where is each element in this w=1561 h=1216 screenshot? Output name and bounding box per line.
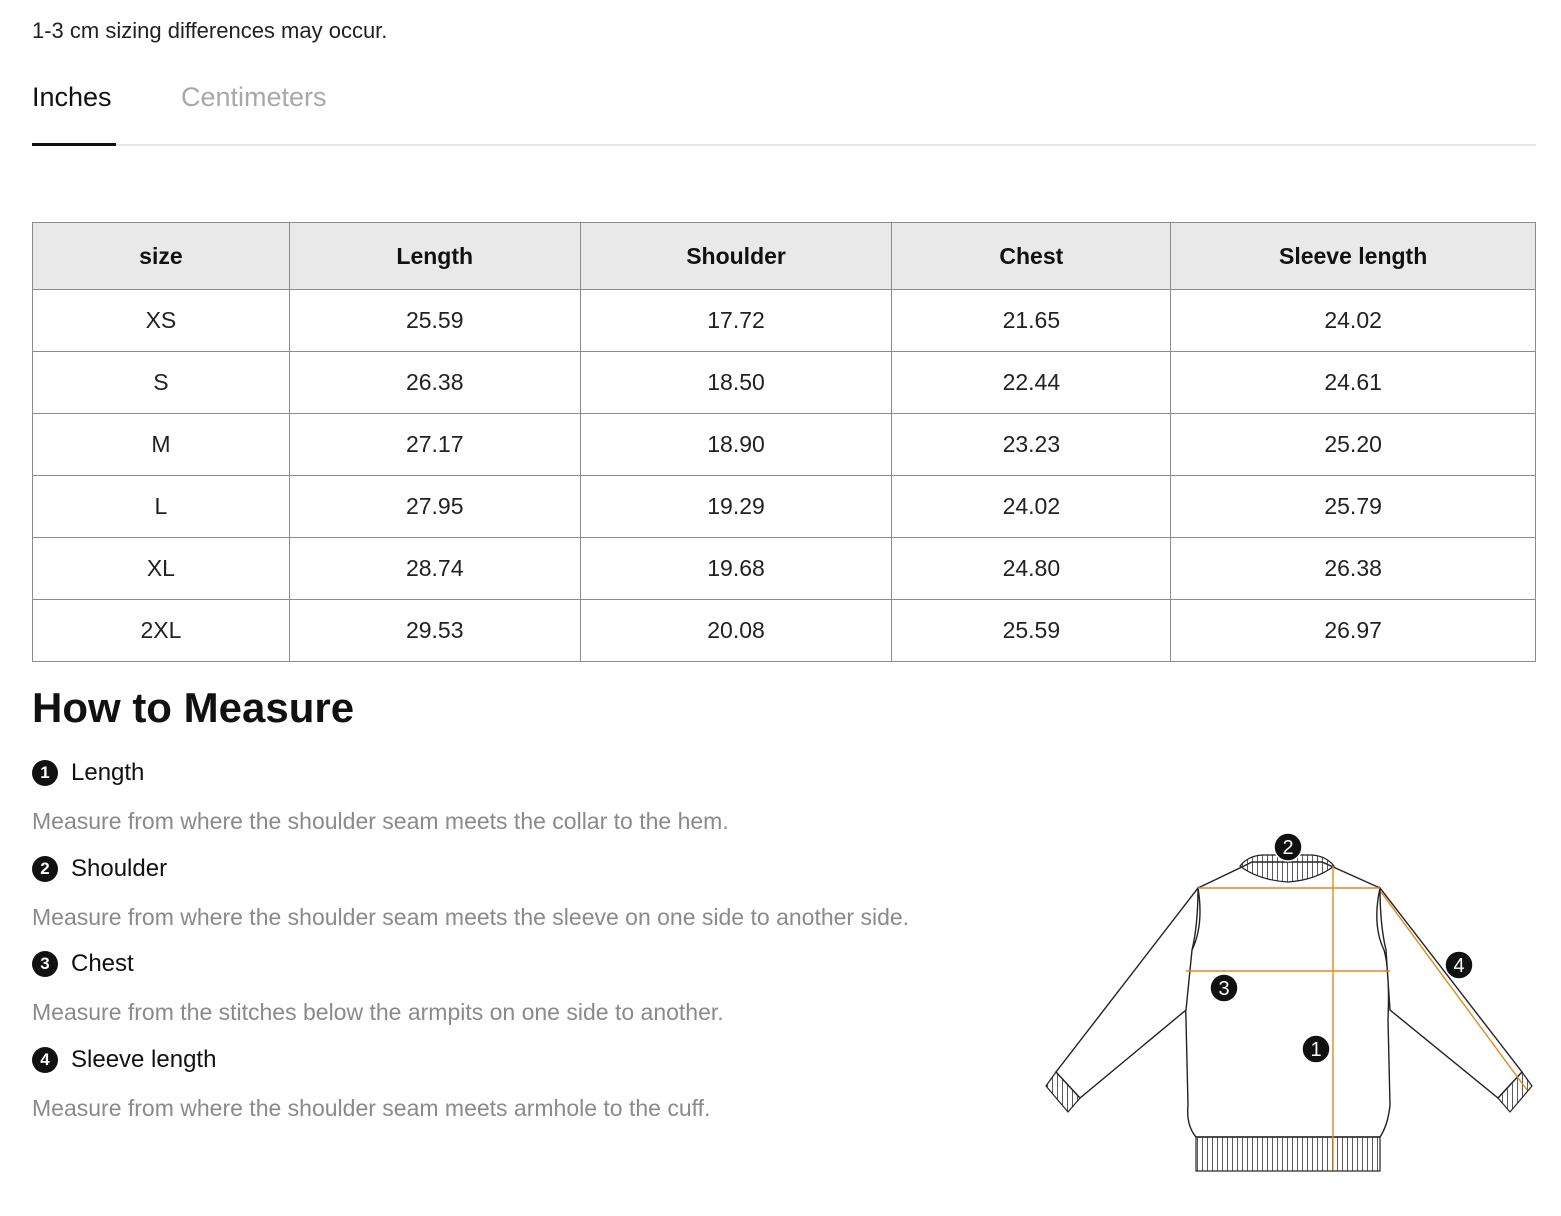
cell-chest: 22.44 bbox=[892, 352, 1171, 414]
cell-size: XL bbox=[33, 538, 290, 600]
cell-length: 27.95 bbox=[289, 476, 580, 538]
table-row bbox=[33, 538, 1536, 600]
marker-4-label: 4 bbox=[1453, 955, 1465, 977]
cell-sleeve-length: 25.79 bbox=[1171, 476, 1536, 538]
table-row bbox=[33, 600, 1536, 662]
active-tab-indicator bbox=[32, 143, 116, 146]
sweater-icon bbox=[1040, 824, 1540, 1184]
tab-inches[interactable]: Inches bbox=[32, 82, 112, 112]
cell-size: L bbox=[33, 476, 290, 538]
cell-chest: 21.65 bbox=[892, 290, 1171, 352]
measure-description: Measure from where the shoulder seam meets armhole to the cuff. bbox=[32, 1095, 711, 1121]
measure-description: Measure from the stitches below the armpits on one side to another. bbox=[32, 999, 724, 1025]
header-sleeve-length: Sleeve length bbox=[1171, 223, 1536, 290]
cell-length: 25.59 bbox=[289, 290, 580, 352]
cell-length: 26.38 bbox=[289, 352, 580, 414]
header-chest: Chest bbox=[892, 223, 1171, 290]
table-row bbox=[33, 352, 1536, 414]
cell-shoulder: 20.08 bbox=[580, 600, 892, 662]
measure-item-shoulder bbox=[32, 854, 909, 931]
number-badge-2: 2 bbox=[32, 856, 58, 882]
measure-name: Chest bbox=[71, 950, 134, 977]
cell-size: 2XL bbox=[33, 600, 290, 662]
sizing-notice: 1-3 cm sizing differences may occur. bbox=[32, 18, 388, 43]
measure-item-chest bbox=[32, 949, 724, 1026]
sweater-left-sleeve bbox=[1056, 888, 1198, 1098]
hem-band bbox=[1196, 1137, 1380, 1171]
cell-shoulder: 18.50 bbox=[580, 352, 892, 414]
table-row bbox=[33, 414, 1536, 476]
measure-item-length bbox=[32, 758, 729, 835]
marker-3-label: 3 bbox=[1218, 978, 1230, 1000]
tab-centimeters[interactable]: Centimeters bbox=[181, 82, 327, 112]
cell-size: M bbox=[33, 414, 290, 476]
size-chart-table bbox=[32, 222, 1536, 662]
cell-chest: 23.23 bbox=[892, 414, 1171, 476]
how-to-measure-title: How to Measure bbox=[32, 684, 355, 731]
cell-sleeve-length: 24.61 bbox=[1171, 352, 1536, 414]
cell-size: XS bbox=[33, 290, 290, 352]
measure-name: Sleeve length bbox=[71, 1046, 217, 1073]
cell-sleeve-length: 26.97 bbox=[1171, 600, 1536, 662]
cell-chest: 25.59 bbox=[892, 600, 1171, 662]
measure-item-sleeve-length bbox=[32, 1045, 710, 1122]
cell-length: 29.53 bbox=[289, 600, 580, 662]
cell-shoulder: 18.90 bbox=[580, 414, 892, 476]
header-length: Length bbox=[289, 223, 580, 290]
table-row bbox=[33, 290, 1536, 352]
measure-name: Length bbox=[71, 759, 145, 786]
cell-shoulder: 19.68 bbox=[580, 538, 892, 600]
cell-length: 28.74 bbox=[289, 538, 580, 600]
header-shoulder: Shoulder bbox=[580, 223, 892, 290]
cell-size: S bbox=[33, 352, 290, 414]
measure-description: Measure from where the shoulder seam meets the collar to the hem. bbox=[32, 808, 729, 834]
header-size: size bbox=[33, 223, 290, 290]
number-badge-3: 3 bbox=[32, 951, 58, 977]
marker-1-label: 1 bbox=[1310, 1039, 1322, 1061]
cell-shoulder: 19.29 bbox=[580, 476, 892, 538]
sweater-measurement-diagram bbox=[1040, 824, 1540, 1189]
cell-sleeve-length: 24.02 bbox=[1171, 290, 1536, 352]
number-badge-1: 1 bbox=[32, 760, 58, 786]
cell-length: 27.17 bbox=[289, 414, 580, 476]
cell-sleeve-length: 25.20 bbox=[1171, 414, 1536, 476]
measure-name: Shoulder bbox=[71, 855, 168, 882]
cell-chest: 24.80 bbox=[892, 538, 1171, 600]
table-header-row bbox=[33, 223, 1536, 290]
marker-2-label: 2 bbox=[1282, 837, 1294, 859]
unit-tabs bbox=[32, 80, 1536, 146]
measure-description: Measure from where the shoulder seam meets the sleeve on one side to another side. bbox=[32, 904, 910, 930]
number-badge-4: 4 bbox=[32, 1047, 58, 1073]
cell-chest: 24.02 bbox=[892, 476, 1171, 538]
table-row bbox=[33, 476, 1536, 538]
cell-sleeve-length: 26.38 bbox=[1171, 538, 1536, 600]
cell-shoulder: 17.72 bbox=[580, 290, 892, 352]
